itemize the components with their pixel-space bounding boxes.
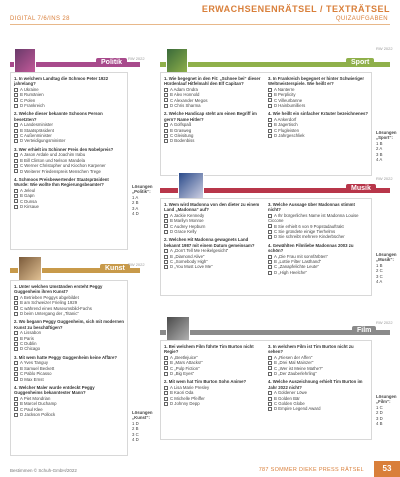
- answer-option-label: A Jason Ardale und Joachim Irabu: [20, 152, 86, 158]
- checkbox-icon[interactable]: [164, 134, 168, 138]
- sport-loesung-3: 3 B: [376, 151, 383, 157]
- answer-option-label: A Piet Mondrian: [20, 395, 51, 401]
- answer-option-label: C Golden Globe: [274, 401, 305, 407]
- politik-loesung-head: Lösungen „Politik“:: [132, 184, 153, 195]
- checkbox-icon[interactable]: [14, 153, 18, 157]
- header-right-label: QUIZAUFGABEN: [335, 16, 388, 22]
- answer-option[interactable]: [14, 103, 124, 108]
- checkbox-icon[interactable]: [14, 194, 18, 198]
- checkbox-icon[interactable]: [268, 271, 272, 275]
- checkbox-icon[interactable]: [14, 189, 18, 193]
- checkbox-icon[interactable]: [14, 331, 18, 335]
- answer-option[interactable]: [14, 311, 124, 316]
- answer-option-label: B „Diamond Alive“: [170, 253, 205, 259]
- question-text: 3. Mit wem hatte Peggy Guggenheim keine Affäre?: [14, 354, 117, 360]
- question-text: 2. Wo begann Peggy Guggenheim, sich mit modernen Kunst zu beschäftigen?: [14, 319, 124, 330]
- answer-option-label: D Jahrgeschliek: [274, 133, 305, 139]
- answer-option-label: C Dunsa: [20, 198, 37, 204]
- checkbox-icon[interactable]: [268, 93, 272, 97]
- checkbox-icon[interactable]: [268, 356, 272, 360]
- film-questions-left: [164, 344, 264, 409]
- answer-option-label: A Ihr bürgerliches Name ist Madonna Louise Ciccone: [268, 212, 359, 224]
- answer-option-label: A Yves Tanguy: [20, 360, 49, 366]
- checkbox-icon[interactable]: [268, 402, 272, 406]
- footer-publication: 787 SOMMER DIEKE PRESS RÄTSEL: [258, 467, 364, 473]
- politik-loesung: [132, 184, 158, 216]
- checkbox-icon[interactable]: [268, 214, 272, 218]
- checkbox-icon[interactable]: [164, 224, 168, 228]
- checkbox-icon[interactable]: [14, 312, 18, 316]
- answer-option-label: D Sie schreibt mehrere Kinderbücher: [274, 234, 345, 240]
- answer-option[interactable]: [14, 169, 124, 174]
- checkbox-icon[interactable]: [268, 134, 272, 138]
- checkbox-icon[interactable]: [164, 397, 168, 401]
- question: [14, 284, 124, 316]
- checkbox-icon[interactable]: [14, 413, 18, 417]
- answer-option-label: B Staatspräsident: [20, 127, 54, 133]
- checkbox-icon[interactable]: [268, 255, 272, 259]
- answer-option-label: A Betrieben Peggys abgebildet: [20, 294, 79, 300]
- question: [14, 111, 124, 143]
- musik-loesung-3: 3 C: [376, 273, 383, 279]
- checkbox-icon[interactable]: [268, 88, 272, 92]
- musik-loesung: [376, 252, 400, 284]
- question: [14, 177, 124, 209]
- answer-option[interactable]: [164, 138, 264, 143]
- answer-option-label: A Lissabon: [20, 330, 42, 336]
- checkbox-icon[interactable]: [14, 123, 18, 127]
- checkbox-icon[interactable]: [164, 402, 168, 406]
- film-loesung-head: Lösungen „Film“:: [376, 394, 397, 405]
- checkbox-icon[interactable]: [14, 347, 18, 351]
- answer-option-label: B Paris: [20, 335, 34, 341]
- answer-option-label: C Villeurbanne: [274, 97, 303, 103]
- checkbox-icon[interactable]: [164, 260, 168, 264]
- checkbox-icon[interactable]: [268, 235, 272, 239]
- checkbox-icon[interactable]: [14, 199, 18, 203]
- answer-option-label: A Lisa Marie Presley: [170, 384, 210, 390]
- checkbox-icon[interactable]: [14, 164, 18, 168]
- category-sport: Sport: [346, 58, 374, 67]
- checkbox-icon[interactable]: [14, 402, 18, 406]
- answer-option[interactable]: [268, 406, 368, 411]
- checkbox-icon[interactable]: [14, 301, 18, 305]
- question: [268, 202, 368, 240]
- checkbox-icon[interactable]: [14, 98, 18, 102]
- question-text: 4. Gewählten Filmliebe Madonnas 2003 zu schön?: [268, 242, 354, 254]
- question-text: 4. Welche Auszeichnung erhielt Tim Burton im Jahr 2022 nicht?: [268, 379, 363, 390]
- answer-option-label: D Verteidigungsminister: [20, 138, 66, 144]
- answer-option-label: A Golfspaß: [170, 122, 192, 128]
- answer-option-label: D Chris Sharma: [170, 103, 201, 109]
- answer-option-label: D „You Must Love Me“: [170, 264, 213, 270]
- checkbox-icon[interactable]: [164, 372, 168, 376]
- answer-option-label: A Goldener Löwe: [274, 390, 307, 396]
- checkbox-icon[interactable]: [268, 366, 272, 370]
- answer-option-label: D „High Heelche“: [274, 269, 307, 275]
- answer-option-label: A Landesminister: [20, 122, 53, 128]
- checkbox-icon[interactable]: [14, 372, 18, 376]
- page-number: 53: [374, 461, 400, 477]
- question: [14, 385, 124, 417]
- question-text: 4. Wie heißt ein sinfacher Kräuter bezeichnenes?: [268, 111, 369, 117]
- politik-loesung-4: 4 D: [132, 211, 139, 217]
- checkbox-icon[interactable]: [14, 129, 18, 133]
- answer-option-label: D Chicago: [20, 346, 41, 352]
- musik-loesung-head: Lösungen „Musik“:: [376, 252, 397, 263]
- answer-option-label: C Audrey Hepburn: [170, 223, 206, 229]
- sport-loesung-1: 1 B: [376, 140, 383, 146]
- answer-option-label: B Golden Bär: [274, 395, 300, 401]
- question: [268, 76, 368, 108]
- question-text: 4. Welcher Maler wurde entdeckt Peggy Guggenheims bekanntester Mann?: [14, 384, 95, 396]
- checkbox-icon[interactable]: [164, 93, 168, 97]
- answer-option[interactable]: [268, 270, 368, 275]
- answer-option-label: C „Somebody High“: [170, 259, 208, 265]
- answer-option-label: C Außenminister: [20, 133, 52, 139]
- sport-rw: RW 2022: [376, 46, 393, 51]
- answer-option-label: B Jagertisch: [274, 122, 298, 128]
- answer-option-label: B Alex Honnold: [170, 92, 200, 98]
- checkbox-icon[interactable]: [164, 98, 168, 102]
- kunst-rw: RW 2022: [128, 262, 145, 267]
- answer-option[interactable]: [268, 103, 368, 108]
- question: [268, 379, 368, 411]
- kunst-loesung-1: 1 D: [132, 420, 139, 426]
- politik-rw: RW 2022: [128, 56, 145, 61]
- answer-option-label: D Weiterer Friedenspreis Menschen Trege: [20, 168, 101, 174]
- answer-option-label: C „Zanapfelichte Leute“: [274, 264, 319, 270]
- question: [14, 147, 124, 174]
- kunst-loesung-2: 2 B: [132, 426, 139, 432]
- answer-option-label: A Adam Ondra: [170, 86, 198, 92]
- answer-option-label: D Frankreich: [20, 103, 45, 109]
- checkbox-icon[interactable]: [14, 88, 18, 92]
- musik-questions-left: [164, 202, 264, 273]
- checkbox-icon[interactable]: [164, 265, 168, 269]
- answer-option-label: B Perplicity: [274, 92, 296, 98]
- question-text: 3. In Frankreich begegnet er hinter Schwieriger Weltmeisterspiele. Wie heißt er?: [268, 76, 364, 87]
- checkbox-icon[interactable]: [164, 366, 168, 370]
- answer-option-label: A Jeleul: [20, 187, 36, 193]
- answer-option[interactable]: [14, 346, 124, 351]
- checkbox-icon[interactable]: [14, 337, 18, 341]
- kunst-loesung-3: 3 C: [132, 431, 139, 437]
- sport-questions-right: [268, 76, 368, 141]
- question-text: 2. Welche Handicap steht am einen Begriff im gern? Name Hitler?: [164, 111, 257, 122]
- sport-loesung-head: Lösungen „Sport“:: [376, 130, 397, 141]
- answer-option-label: C Gleisitung: [170, 133, 194, 139]
- checkbox-icon[interactable]: [14, 377, 18, 381]
- answer-option-label: C Polen: [20, 97, 36, 103]
- question-text: 3. In welchem Film ist Tim Burton nicht zu sehen?: [268, 344, 354, 355]
- kunst-questions: [14, 284, 124, 420]
- answer-option-label: A „Die Frau mit sonnfärbten“: [274, 253, 328, 259]
- answer-option[interactable]: [14, 412, 124, 417]
- question-text: 4. Schmoos Preisbewertender Staatspräsident Wurde: Wie wollte Ihm Regierungsbeamter?: [14, 176, 109, 188]
- checkbox-icon[interactable]: [164, 88, 168, 92]
- header-left-label: DIGITAL 7/6/INS 28: [10, 16, 70, 22]
- category-musik: Musik: [346, 184, 376, 193]
- film-loesung-4: 4 B: [376, 421, 383, 427]
- answer-option[interactable]: [268, 234, 368, 239]
- answer-option-label: B Grasweg: [170, 127, 192, 133]
- answer-option[interactable]: [268, 133, 368, 138]
- answer-option-label: B „Lottie Filter Lasthand“: [274, 259, 322, 265]
- checkbox-icon[interactable]: [164, 129, 168, 133]
- sport-questions-left: [164, 76, 264, 147]
- musik-questions-right: [268, 202, 368, 278]
- checkbox-icon[interactable]: [164, 214, 168, 218]
- politik-loesung-2: 2 B: [132, 200, 139, 206]
- musik-loesung-4: 4 A: [376, 279, 383, 285]
- answer-option-label: C Alexander Megos: [170, 97, 208, 103]
- answer-option-label: A „Don’t Tell Me Heikelgesicht“: [170, 248, 229, 254]
- checkbox-icon[interactable]: [14, 169, 18, 173]
- answer-option-label: C „Pulp Fiction“: [170, 365, 200, 371]
- answer-option-label: B Marcel Duchamp: [20, 401, 57, 407]
- question: [268, 243, 368, 275]
- answer-option[interactable]: [164, 103, 264, 108]
- checkbox-icon[interactable]: [14, 104, 18, 108]
- answer-option-label: B am Schweizer Frieling 1929: [20, 300, 78, 306]
- checkbox-icon[interactable]: [268, 397, 272, 401]
- checkbox-icon[interactable]: [164, 139, 168, 143]
- checkbox-icon[interactable]: [268, 391, 272, 395]
- checkbox-icon[interactable]: [164, 249, 168, 253]
- checkbox-icon[interactable]: [14, 407, 18, 411]
- checkbox-icon[interactable]: [268, 129, 272, 133]
- checkbox-icon[interactable]: [14, 367, 18, 371]
- question-text: 1. Wie begegnet in den Fit: „Schnee bei“ dieser Hürdenlauf Hitfelmahl den Elf Capitan?: [164, 76, 261, 87]
- checkbox-icon[interactable]: [268, 265, 272, 269]
- musik-loesung-2: 2 C: [376, 268, 383, 274]
- checkbox-icon[interactable]: [14, 205, 18, 209]
- question-text: 2. Welche dieser bekannte Schoons Person besetzten?: [14, 111, 103, 122]
- question: [164, 237, 264, 269]
- answer-option-label: A Ankerdorf: [274, 116, 297, 122]
- answer-option-label: B Sie erhielt 6 von 9 Popstadauftrakt: [274, 223, 344, 229]
- answer-option[interactable]: [268, 213, 368, 224]
- checkbox-icon[interactable]: [14, 159, 18, 163]
- musik-loesung-1: 1 B: [376, 262, 383, 268]
- politik-loesung-3: 3 A: [132, 205, 139, 211]
- answer-option-label: C Sie gründete einige Tierhelms: [274, 229, 336, 235]
- question-text: 3. Welche Aussage über Madonnas stimmt nicht?: [268, 202, 355, 213]
- answer-option-label: A Jackie Kennedy: [170, 212, 205, 218]
- answer-option-label: D Max Ernst: [20, 376, 44, 382]
- page-title: ERWACHSENENRÄTSEL / TEXTRÄTSEL: [201, 4, 390, 14]
- question-text: 2. Mit wem hat Tim Burton Sohn Anime?: [164, 379, 247, 385]
- question-text: 1. In welchem Landtag die Schmoo Peter 1922 jahrelang?: [14, 76, 109, 87]
- checkbox-icon[interactable]: [268, 224, 272, 228]
- answer-option-label: B „Mars Attacks!“: [170, 360, 203, 366]
- answer-option-label: C Werner Christopher und Kiochon Karpener: [20, 163, 106, 169]
- answer-option-label: B Gapn: [20, 193, 35, 199]
- checkbox-icon[interactable]: [164, 356, 168, 360]
- answer-option-label: D „Der Zauberlehrling“: [274, 371, 317, 377]
- checkbox-icon[interactable]: [164, 391, 168, 395]
- answer-option-label: D Hainbumilliers: [274, 103, 306, 109]
- checkbox-icon[interactable]: [268, 260, 272, 264]
- answer-option-label: A „Riesen der Affen“: [274, 354, 313, 360]
- question: [14, 319, 124, 351]
- musik-rw: RW 2022: [376, 176, 393, 181]
- checkbox-icon[interactable]: [268, 98, 272, 102]
- checkbox-icon[interactable]: [164, 386, 168, 390]
- politik-loesung-1: 1 A: [132, 194, 139, 200]
- header-rule: [10, 24, 390, 25]
- checkbox-icon[interactable]: [14, 361, 18, 365]
- question: [164, 76, 264, 108]
- answer-option-label: C Pablo Picasso: [20, 371, 52, 377]
- answer-option-label: A „Beetlejuice“: [170, 354, 198, 360]
- kunst-loesung-4: 4 D: [132, 437, 139, 443]
- question: [14, 355, 124, 382]
- answer-option-label: B Kaori Oda: [170, 390, 194, 396]
- answer-option[interactable]: [164, 264, 264, 269]
- answer-option-label: D Grace Kelly: [170, 229, 197, 235]
- checkbox-icon[interactable]: [14, 306, 18, 310]
- kunst-loesung-head: Lösungen „Kunst“:: [132, 410, 153, 421]
- answer-option-label: B Bill Clinton und Nelson Mandela: [20, 157, 85, 163]
- answer-option-label: C Michelle Pfeiffer: [170, 395, 205, 401]
- film-rw: RW 2022: [376, 320, 393, 325]
- answer-option-label: C Flugleisten: [274, 127, 300, 133]
- film-loesung-1: 1 C: [376, 404, 383, 410]
- answer-option-label: B Samuel Beckett: [20, 365, 55, 371]
- film-loesung: [376, 394, 400, 426]
- question-text: 1. Unter welchen Umständen ersteht Peggy Guggenheim ihren Kunst?: [14, 284, 103, 295]
- sport-thumbnail: [166, 48, 188, 74]
- answer-option-label: D Johnny Depp: [170, 401, 200, 407]
- category-politik: Politik: [96, 58, 127, 67]
- category-kunst: Kunst: [100, 264, 130, 273]
- film-loesung-2: 2 D: [376, 410, 383, 416]
- question: [268, 344, 368, 376]
- answer-option-label: B „Drei Mal Mainzer“: [274, 360, 314, 366]
- checkbox-icon[interactable]: [14, 134, 18, 138]
- checkbox-icon[interactable]: [164, 123, 168, 127]
- checkbox-icon[interactable]: [164, 361, 168, 365]
- answer-option[interactable]: [164, 401, 264, 406]
- answer-option-label: D beim Untergang der „Titanic“: [20, 311, 79, 317]
- checkbox-icon[interactable]: [268, 361, 272, 365]
- checkbox-icon[interactable]: [268, 118, 272, 122]
- answer-option[interactable]: [14, 138, 124, 143]
- checkbox-icon[interactable]: [14, 296, 18, 300]
- kunst-loesung: [132, 410, 158, 442]
- checkbox-icon[interactable]: [268, 372, 272, 376]
- answer-option-label: A Ukraine: [20, 86, 39, 92]
- answer-option-label: C Dublin: [20, 341, 37, 347]
- question-text: 2. Welchen Hit Madonna gewagnets Land bekannt 1987 mit einem Datum gemeinsam?: [164, 237, 255, 248]
- answer-option-label: D Bodenbiss: [170, 138, 195, 144]
- film-questions-right: [268, 344, 368, 415]
- answer-option[interactable]: [14, 377, 124, 382]
- checkbox-icon[interactable]: [268, 230, 272, 234]
- footer-copyright: Bestimmen © Schuh-GmbH/2022: [10, 468, 77, 473]
- question: [164, 379, 264, 406]
- answer-option-label: C „Wer ist Meine Mathe?“: [274, 365, 323, 371]
- answer-option-label: C Paul Klee: [20, 406, 43, 412]
- film-loesung-3: 3 D: [376, 415, 383, 421]
- checkbox-icon[interactable]: [164, 104, 168, 108]
- answer-option-label: B Marilyn Monroe: [170, 218, 204, 224]
- politik-questions: [14, 76, 124, 212]
- checkbox-icon[interactable]: [164, 219, 168, 223]
- answer-option[interactable]: [164, 229, 264, 234]
- answer-option-label: C während eines Museumsbild-Fachs: [20, 305, 92, 311]
- answer-option[interactable]: [164, 371, 264, 376]
- checkbox-icon[interactable]: [14, 139, 18, 143]
- question: [164, 111, 264, 143]
- answer-option-label: D Empire Legend Award: [274, 406, 321, 412]
- answer-option[interactable]: [268, 371, 368, 376]
- question-text: 1. Wem wird Madonna von den dieter zu einem Land „Madonna“ auf?: [164, 202, 260, 213]
- question: [164, 202, 264, 234]
- category-film: Film: [352, 326, 376, 335]
- checkbox-icon[interactable]: [164, 230, 168, 234]
- answer-option-label: D Jackson Pollock: [20, 411, 56, 417]
- question: [268, 111, 368, 138]
- question-text: 1. Bei welchem Film führte Tim Burton nicht Regie?: [164, 344, 254, 355]
- checkbox-icon[interactable]: [14, 93, 18, 97]
- answer-option[interactable]: [14, 204, 124, 209]
- answer-option-label: B Rumänien: [20, 92, 44, 98]
- answer-option-label: D „Big Eyes“: [170, 371, 195, 377]
- checkbox-icon[interactable]: [14, 397, 18, 401]
- answer-option-label: A Nanterre: [274, 86, 295, 92]
- checkbox-icon[interactable]: [164, 255, 168, 259]
- checkbox-icon[interactable]: [268, 123, 272, 127]
- question-text: 3. Wer erhielt im Schinner Preis den Nobelpreis?: [14, 146, 114, 152]
- sport-loesung-4: 4 A: [376, 157, 383, 163]
- checkbox-icon[interactable]: [14, 342, 18, 346]
- answer-option-label: D Kirsaue: [20, 203, 39, 209]
- checkbox-icon[interactable]: [268, 104, 272, 108]
- question: [164, 344, 264, 376]
- checkbox-icon[interactable]: [268, 407, 272, 411]
- sport-loesung-2: 2 A: [376, 146, 383, 152]
- question: [14, 76, 124, 108]
- sport-loesung: [376, 130, 400, 162]
- politik-thumbnail: [14, 48, 36, 74]
